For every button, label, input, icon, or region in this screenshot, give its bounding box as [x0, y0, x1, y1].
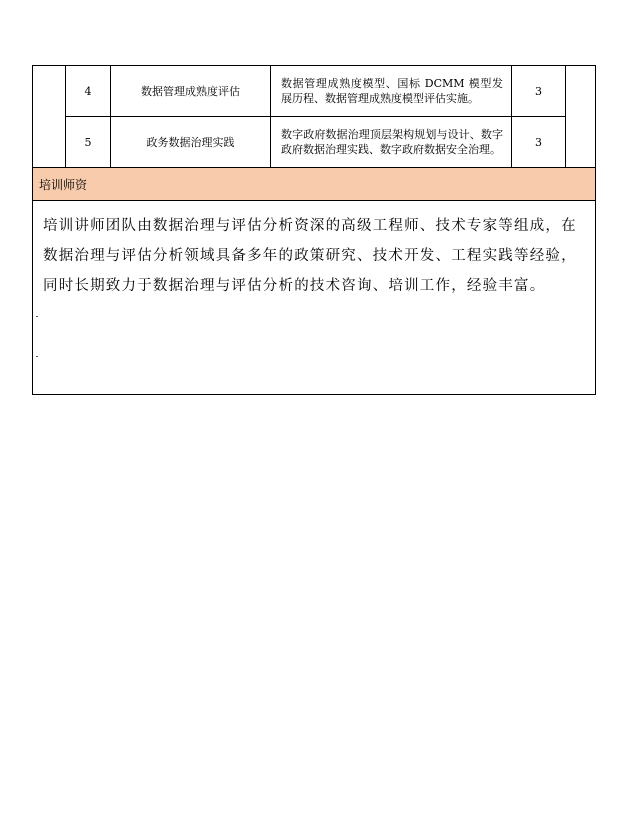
row-5-number: 5 — [84, 135, 92, 149]
row-4-topic: 数据管理成熟度模型、国标 DCMM 模型发展历程、数据管理成熟度模型评估实施。 — [281, 77, 503, 105]
row-4-module: 数据管理成熟度评估 — [141, 84, 240, 98]
course-table — [32, 65, 596, 395]
row-5-topic: 数字政府数据治理顶层架构规划与设计、数字政府数据治理实践、数字政府数据安全治理。 — [281, 128, 503, 156]
row-4-hours: 3 — [535, 84, 542, 98]
faculty-description: 培训讲师团队由数据治理与评估分析资深的高级工程师、技术专家等组成，在数据治理与评估分析领域具备多年的政策研究、技术开发、工程实践等经验，同时长期致力于数据治理与评估分析的技术咨询、培训工作，经验丰富。 — [43, 218, 577, 294]
row-5-hours: 3 — [535, 135, 542, 149]
margin-mark — [36, 356, 38, 357]
margin-mark — [36, 316, 38, 317]
row-4-number: 4 — [84, 84, 92, 98]
row-5-module: 政务数据治理实践 — [146, 135, 235, 149]
grid-line — [565, 66, 566, 167]
faculty-heading-label: 培训师资 — [39, 177, 88, 192]
faculty-heading — [33, 167, 595, 201]
